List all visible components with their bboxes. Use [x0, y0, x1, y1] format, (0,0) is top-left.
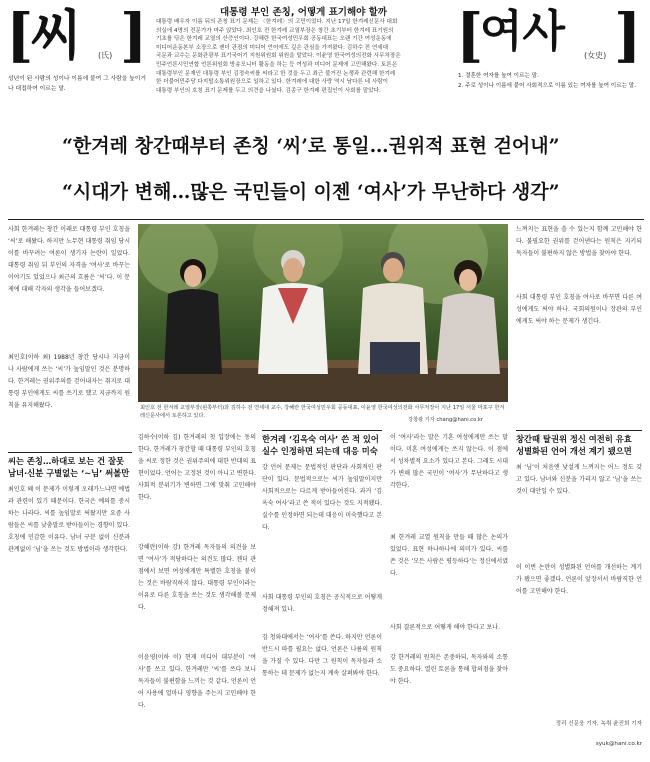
article-col4-b: 최 한겨레 교열 원칙을 만들 때 많은 논의가 있었다. 표현 하나하나에 의미가 있다. 씨를 쓴 것은 ‘모든 사람은 평등하다’는 정신에서였다.: [390, 534, 508, 577]
article-col5-b: 사회 대통령 부인 호칭을 여사로 바꾸면 다른 여성에게도 써야 하나. 국회의원이나 장관의 부인에게도 써야 하는 문제가 생긴다.: [516, 294, 642, 325]
col3-subhead-2: 실수 인정하면 되는데 대응 미숙: [262, 446, 378, 456]
photo-credit: 강창광 기자 chang@hani.co.kr: [408, 417, 484, 423]
intro-line: 대통령부인 문재인 대통령 부인 김정숙씨를 씨라고 한 것을 두고 최근 불거진 논쟁과 관련해 한겨레: [156, 70, 396, 77]
article-col1-b: 최인호(이하 최) 1988년 창간 당시나 지금이나 사람에게 쓰는 ‘씨’가 높임말인 것은 분명하다. 한겨레는 권위주의를 걷어내자는 취지로 대통령 부인에게도 씨를 쓰기로 했고 지금까지 원칙을 유지해왔다.: [8, 354, 130, 409]
subhead-rule-col1: [8, 452, 132, 453]
intro-line: 대통령 배우자 이름 뒤의 존칭 표기 문제는 〈한겨레〉의 고민이었다. 지난 17일 한겨레신문사 대회: [156, 19, 398, 25]
col5-subhead-1: 창간때 탈권위 정신 여전히 유효: [516, 434, 632, 444]
col1-subhead-2: 남녀·신분 구별없는 ‘~님’ 써볼만: [8, 468, 130, 478]
section-rule: [8, 219, 644, 220]
intro-line: 대통령 부인의 호칭 표기 문제를 두고 의견을 나눴다. 김종구 한겨레 편집인이 사회를 맡았다.: [156, 87, 381, 94]
col3-subhead-1: 한겨레 ‘김옥숙 여사’ 쓴 적 있어: [262, 434, 379, 444]
open-bracket-right: [: [456, 1, 484, 69]
article-col1-c: 최인호 왜 이 문제가 이렇게 오래가느냐면 예법과 관련이 있기 때문이다. 한국은 예의를 중시하는 나라다. 씨를 높임말로 써왔지만 요즘 사람들은 씨를 낮춤말로 받아들이는 경향이 있다. 호칭에 민감한 이유다. 남녀 구분 없이 신분과 관계없이 ‘님’을 쓰는 것도 방법이라 생각한다.: [8, 486, 130, 553]
reporter-email: syuk@hani.co.kr: [595, 741, 642, 747]
headline-1: “한겨레 창간때부터 존칭 ‘씨’로 통일…권위적 표현 걷어내”: [62, 135, 560, 157]
article-col4-c: 사회 결론적으로 어떻게 해야 한다고 보나.: [390, 624, 500, 631]
intro-line: 국문과 교수는 문화관광부 표기국어기 지원위원회 위원을 맡았다. 이윤영 한국여성의전화 사무처장은: [156, 53, 401, 60]
col5-subhead-2: 성별화된 언어 개선 계기 됐으면: [516, 446, 632, 456]
intro-title: 대통령 부인 존칭, 어떻게 표기해야 할까: [220, 7, 387, 18]
intro-top-rule: [186, 0, 456, 2]
article-col5-c: 최 ‘님’이 처음엔 낯설게 느껴지는 어느 정도 갖고 있다. 남녀와 신분을 가리지 않고 ‘님’을 쓰는 것이 대안일 수 있다.: [516, 464, 642, 495]
article-byline: 정리 신문웅 기자, 녹취 윤진희 기자: [555, 721, 642, 727]
intro-text: [156, 18, 452, 95]
article-col3-c: 김 청와대에서는 ‘여사’를 쓴다. 하지만 언론이 반드시 따를 필요는 없다. 언론은 나름의 원칙을 가질 수 있다. 다만 그 원칙이 독자들과 소통하는 데 문제가 없는지 계속 살펴봐야 한다.: [262, 634, 382, 677]
yeosa-definition-2: 2. 주로 성이나 이름에 붙어 사회적으로 이름 있는 여자를 높여 이르는 말.: [458, 83, 636, 89]
intro-line: 미디어운동본부 소장으로 젠더 관점의 미디어 언어에도 깊은 관심을 가져왔다. 김하수 전 연세대: [156, 44, 389, 51]
open-bracket-left: [: [6, 1, 34, 69]
close-bracket-left: ]: [120, 1, 148, 69]
headline-2: “시대가 변해…많은 국민들이 이젠 ‘여사’가 무난하다 생각”: [62, 181, 560, 203]
word-yeosa: 여사: [480, 6, 566, 57]
subhead-rule-col5: [516, 430, 642, 431]
intro-line: 의실에 4명의 전문가가 마주 앉았다. 최인호 전 한겨레 교열부장은 창간 초기부터 한겨레 표기원의: [156, 27, 394, 34]
article-col1-a: 사회 한겨레는 창간 이래로 대통령 부인 호칭을 ‘씨’로 해왔다. 하지만 노무현 대통령 취임 당시 이를 바꾸려는 여론이 생기자 논란이 일었다. 대통령 취임 뒤 부인의 자격을 ‘여사’로 바꾸는 이야기도 있었으나 최근의 흐름은 ‘씨’다. 이 문제에 대해 각자의 생각을 들어보겠다.: [8, 226, 130, 293]
article-col2-a: 김하수(이하 김) 한겨레의 첫 입장에는 동의한다. 한겨레가 창간할 때 대통령 부인의 호칭을 씨로 정한 것은 권위주의에 대한 반대의 표현이었다. 언어는 고정된 것이 아니고 변한다. 사회적 분위기가 변하면 그에 맞춰 고민해야 한다.: [138, 434, 256, 501]
article-col3-a: 강 언어 문제는 문법적인 판단과 사회적인 판단이 있다. 문법적으로는 씨가 높임말이지만 사회적으로는 다르게 받아들여진다. 과거 ‘김옥숙 여사’라고 쓴 적이 있다는 것도 지적됐다. 실수를 인정하면 되는데 대응이 미숙했다고 본다.: [262, 464, 382, 531]
intro-line: 기초를 닦은 한겨레 교열의 산증인이다. 강혜란 한국여성민우회 공동대표는 오랜 기간 여성운동에: [156, 36, 392, 43]
close-bracket-right: ]: [614, 1, 642, 69]
article-col2-c: 이윤영(이하 이) 현재 미디어 대부분이 ‘여사’를 쓰고 있다. 한겨레만 ‘씨’를 쓰다 보니 독자들이 불편함을 느끼는 것 같다. 언론이 언어 사용에 얼마나 영향을 주는지 고민해야 한다.: [138, 654, 256, 709]
photo-illustration: [138, 224, 508, 402]
article-col5-a: 느껴지는 표현을 쓸 수 있는지 함께 고민해야 한다. 불필요한 권위를 걷어낸다는 원칙은 지키되 독자들이 불편하지 않은 방법을 찾아야 한다.: [516, 226, 642, 257]
word-ssi: 씨: [30, 3, 83, 67]
photo-caption: 최인호 전 한겨레 교열부장(왼쪽부터)과 김하수 전 연세대 교수, 강혜란 한국여성민우회 공동대표, 이윤영 한국여성의전화 사무처장이 지난 17일 서울 마포구 한겨레신문사에서 토론하고 있다.: [140, 405, 505, 419]
ssi-definition: 성년이 된 사람의 성이나 이름에 붙여 그 사람을 높이거나 대접하여 이르는 말.: [8, 76, 146, 92]
yeosa-definition-1: 1. 결혼한 여자를 높여 이르는 말.: [458, 73, 539, 79]
article-col2-b: 강혜란(이하 강) 한겨레 독자들의 의견을 보면 ‘여사’가 적당하다는 의견도 많다. 젠더 관점에서 보면 여성에게만 특별한 호칭을 붙이는 것은 바람직하지 않다. 대통령 부인이라는 이유로 다른 호칭을 쓰는 것도 생각해볼 문제다.: [138, 544, 256, 611]
article-col4-d: 강 한겨레의 원칙은 존중하되, 독자와의 소통도 중요하다. 열린 토론을 통해 합의점을 찾아야 한다.: [390, 654, 508, 685]
discussion-photo: [138, 224, 508, 402]
col1-subhead-1: 씨는 존칭…하대로 보는 건 잘못: [8, 456, 125, 466]
word-ssi-hanja: (氏): [98, 51, 113, 60]
article-col4-a: 이 ‘여사’라는 말은 기혼 여성에게만 쓰는 말이다. 미혼 여성에게는 쓰지 않는다. 이 점에서 성차별적 요소가 있다고 본다. 그래도 시대가 변해 많은 국민이 ‘여사’가 무난하다고 생각한다.: [390, 434, 508, 489]
intro-line: 한 더불어민주당 다지털소통위원장으로 일하고 있다. 한겨레에 대한 사랑 역시 남다른 네 사람이: [156, 79, 389, 86]
subhead-rule-col3: [262, 430, 382, 431]
article-col3-b: 사회 대통령 부인의 호칭은 공식적으로 어떻게 정해져 있나.: [262, 594, 382, 613]
article-col5-d: 이 이번 논란이 성별화된 언어를 개선하는 계기가 됐으면 좋겠다. 언론이 앞장서서 바람직한 언어를 고민해야 한다.: [516, 564, 642, 595]
intro-line: 민주언론시민연합 언론위원회 방송모니터 활동을 하는 등 여성과 미디어 문제에 고민해왔다. 토론은: [156, 61, 398, 68]
word-yeosa-hanja: (女史): [584, 51, 607, 60]
